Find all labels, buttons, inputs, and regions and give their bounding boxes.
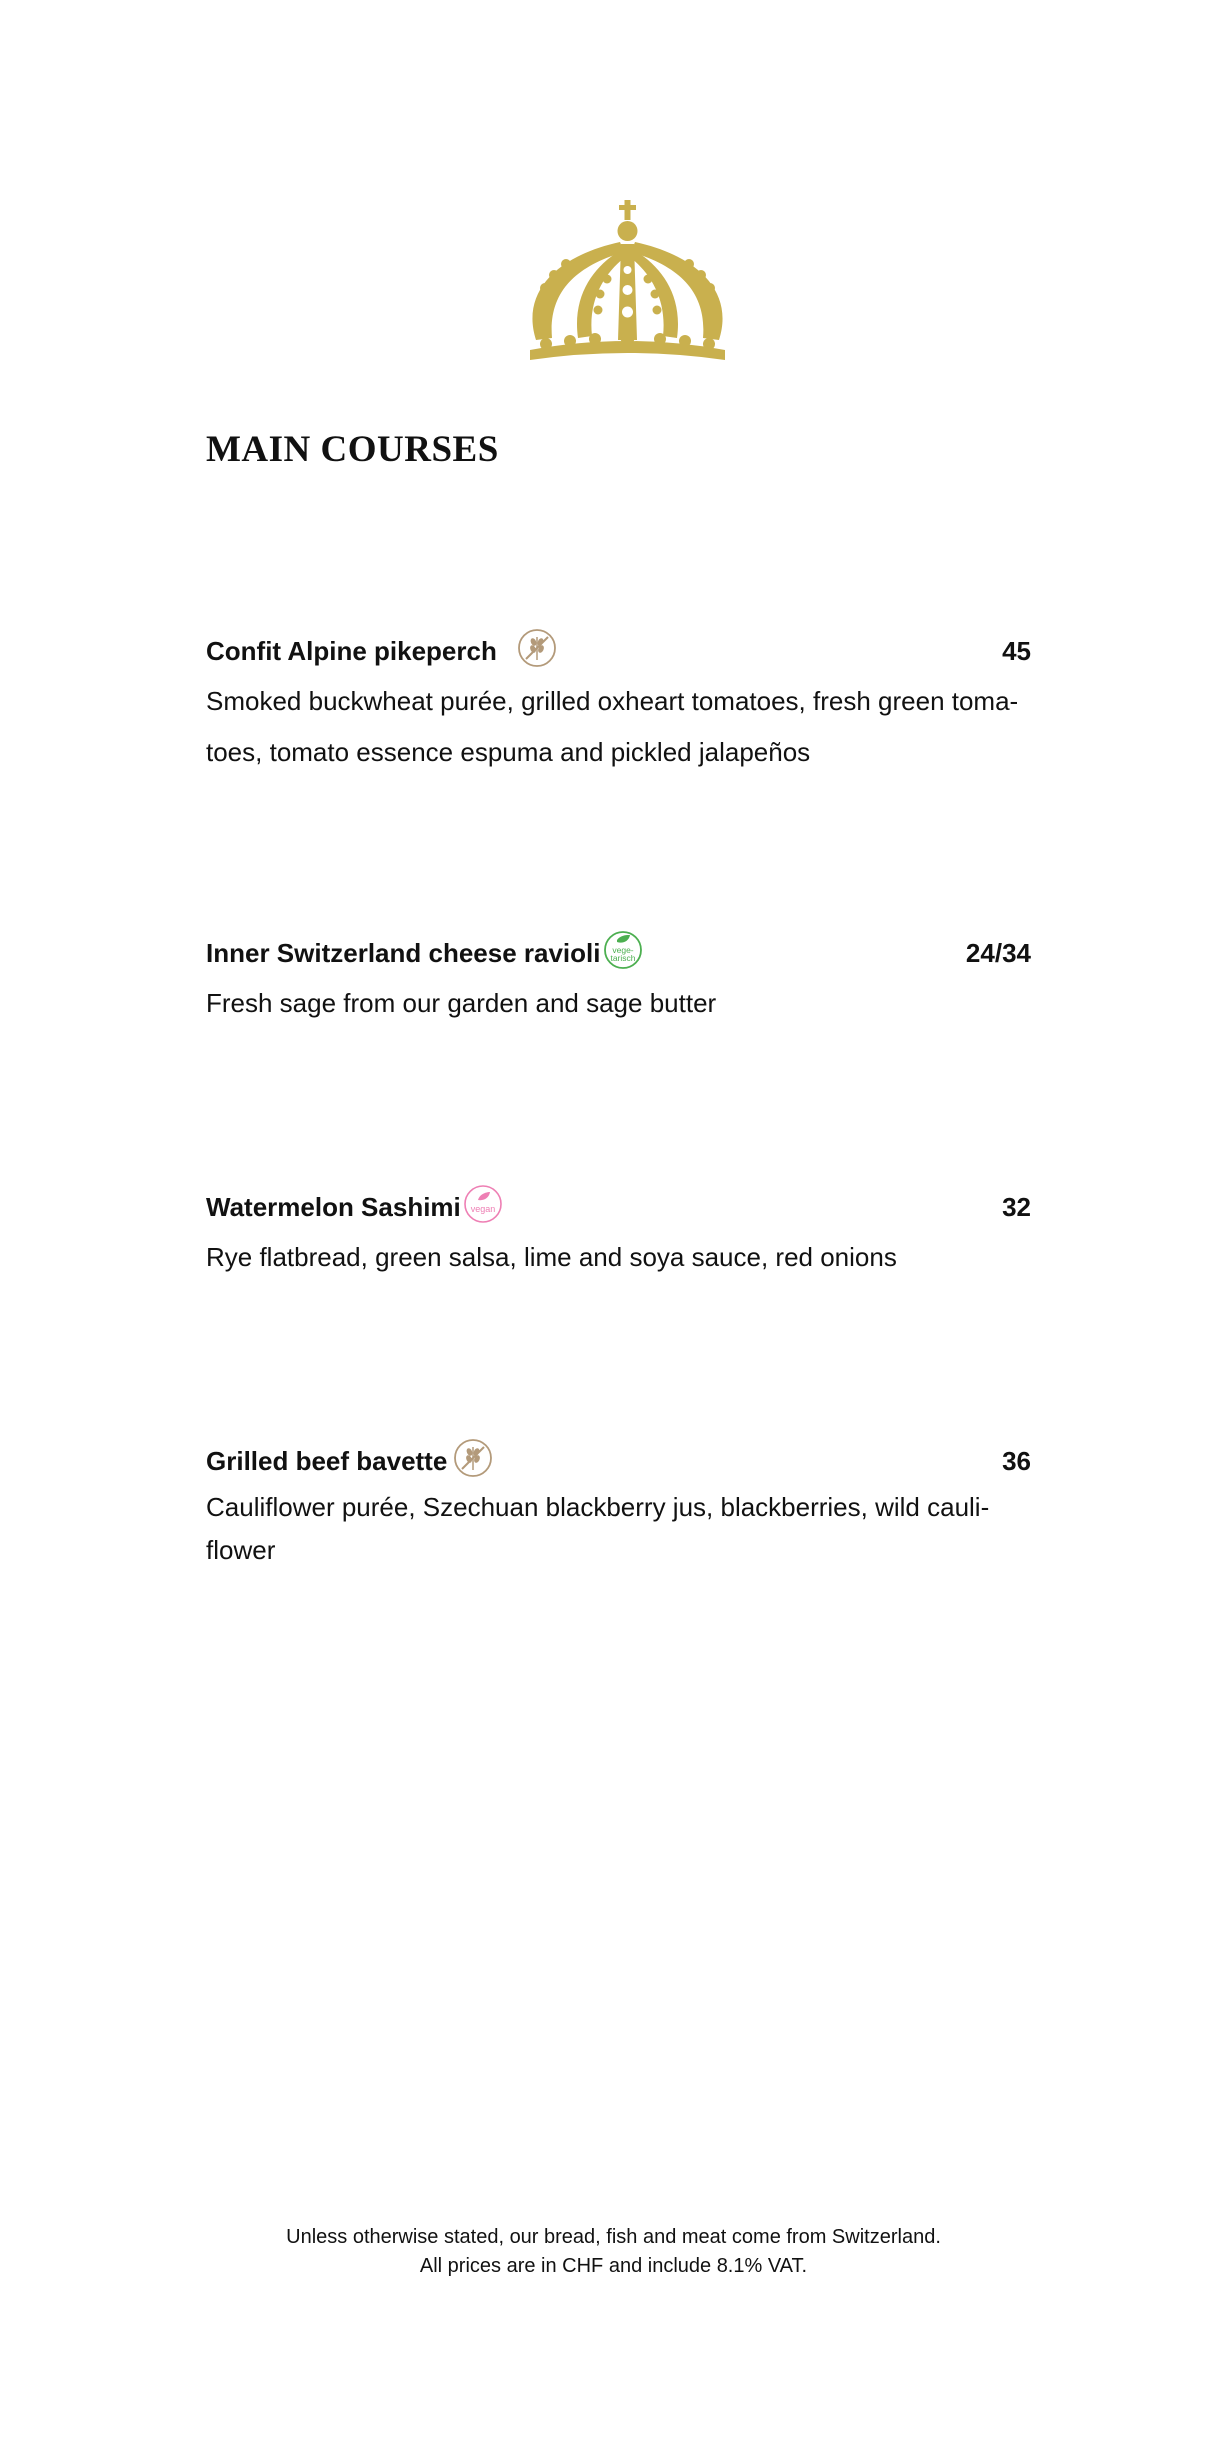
dish-price: 45 bbox=[1002, 636, 1031, 666]
dish-description-line: Fresh sage from our garden and sage butter bbox=[206, 988, 717, 1018]
dish-price: 36 bbox=[1002, 1446, 1031, 1476]
dish-name: Watermelon Sashimi bbox=[206, 1192, 461, 1222]
vegan-icon bbox=[463, 1184, 503, 1224]
vegetarian-badge-text: vege- bbox=[612, 945, 634, 955]
dish-description-line: Smoked buckwheat purée, grilled oxheart tomatoes, fresh green toma- bbox=[206, 686, 1019, 716]
dish-description bbox=[206, 1232, 1044, 1283]
crown-icon bbox=[520, 200, 735, 365]
footer-note bbox=[0, 2223, 1227, 2281]
vegan-badge-text: vegan bbox=[470, 1204, 496, 1214]
menu-item bbox=[206, 930, 1044, 1029]
dish-price: 24/34 bbox=[965, 938, 1031, 968]
section-title: MAIN COURSES bbox=[206, 429, 499, 470]
menu-item bbox=[206, 1184, 1044, 1283]
dish-description bbox=[206, 676, 1044, 778]
dish-description bbox=[206, 1486, 1044, 1572]
dish-description-line: flower bbox=[206, 1535, 276, 1565]
footer-origin-note: Unless otherwise stated, our bread, fish and meat come from Switzerland. bbox=[286, 2226, 941, 2248]
vegetarian-icon bbox=[603, 930, 643, 970]
menu-item bbox=[206, 628, 1044, 778]
dish-description bbox=[206, 978, 1044, 1029]
dish-name: Confit Alpine pikeperch bbox=[206, 636, 497, 666]
gluten-free-icon bbox=[453, 1438, 493, 1478]
dish-price: 32 bbox=[1002, 1192, 1031, 1222]
dish-description-line: Cauliflower purée, Szechuan blackberry jus, blackberries, wild cauli- bbox=[206, 1492, 990, 1522]
gluten-free-icon bbox=[517, 628, 557, 668]
dish-description-line: toes, tomato essence espuma and pickled jalapeños bbox=[206, 737, 811, 767]
dish-name: Inner Switzerland cheese ravioli bbox=[206, 938, 601, 968]
dish-name: Grilled beef bavette bbox=[206, 1446, 448, 1476]
dish-description-line: Rye flatbread, green salsa, lime and soya sauce, red onions bbox=[206, 1242, 897, 1272]
menu-item bbox=[206, 1438, 1044, 1572]
vegetarian-badge-text: tarisch bbox=[610, 953, 636, 963]
footer-price-note: All prices are in CHF and include 8.1% VAT. bbox=[419, 2255, 808, 2277]
